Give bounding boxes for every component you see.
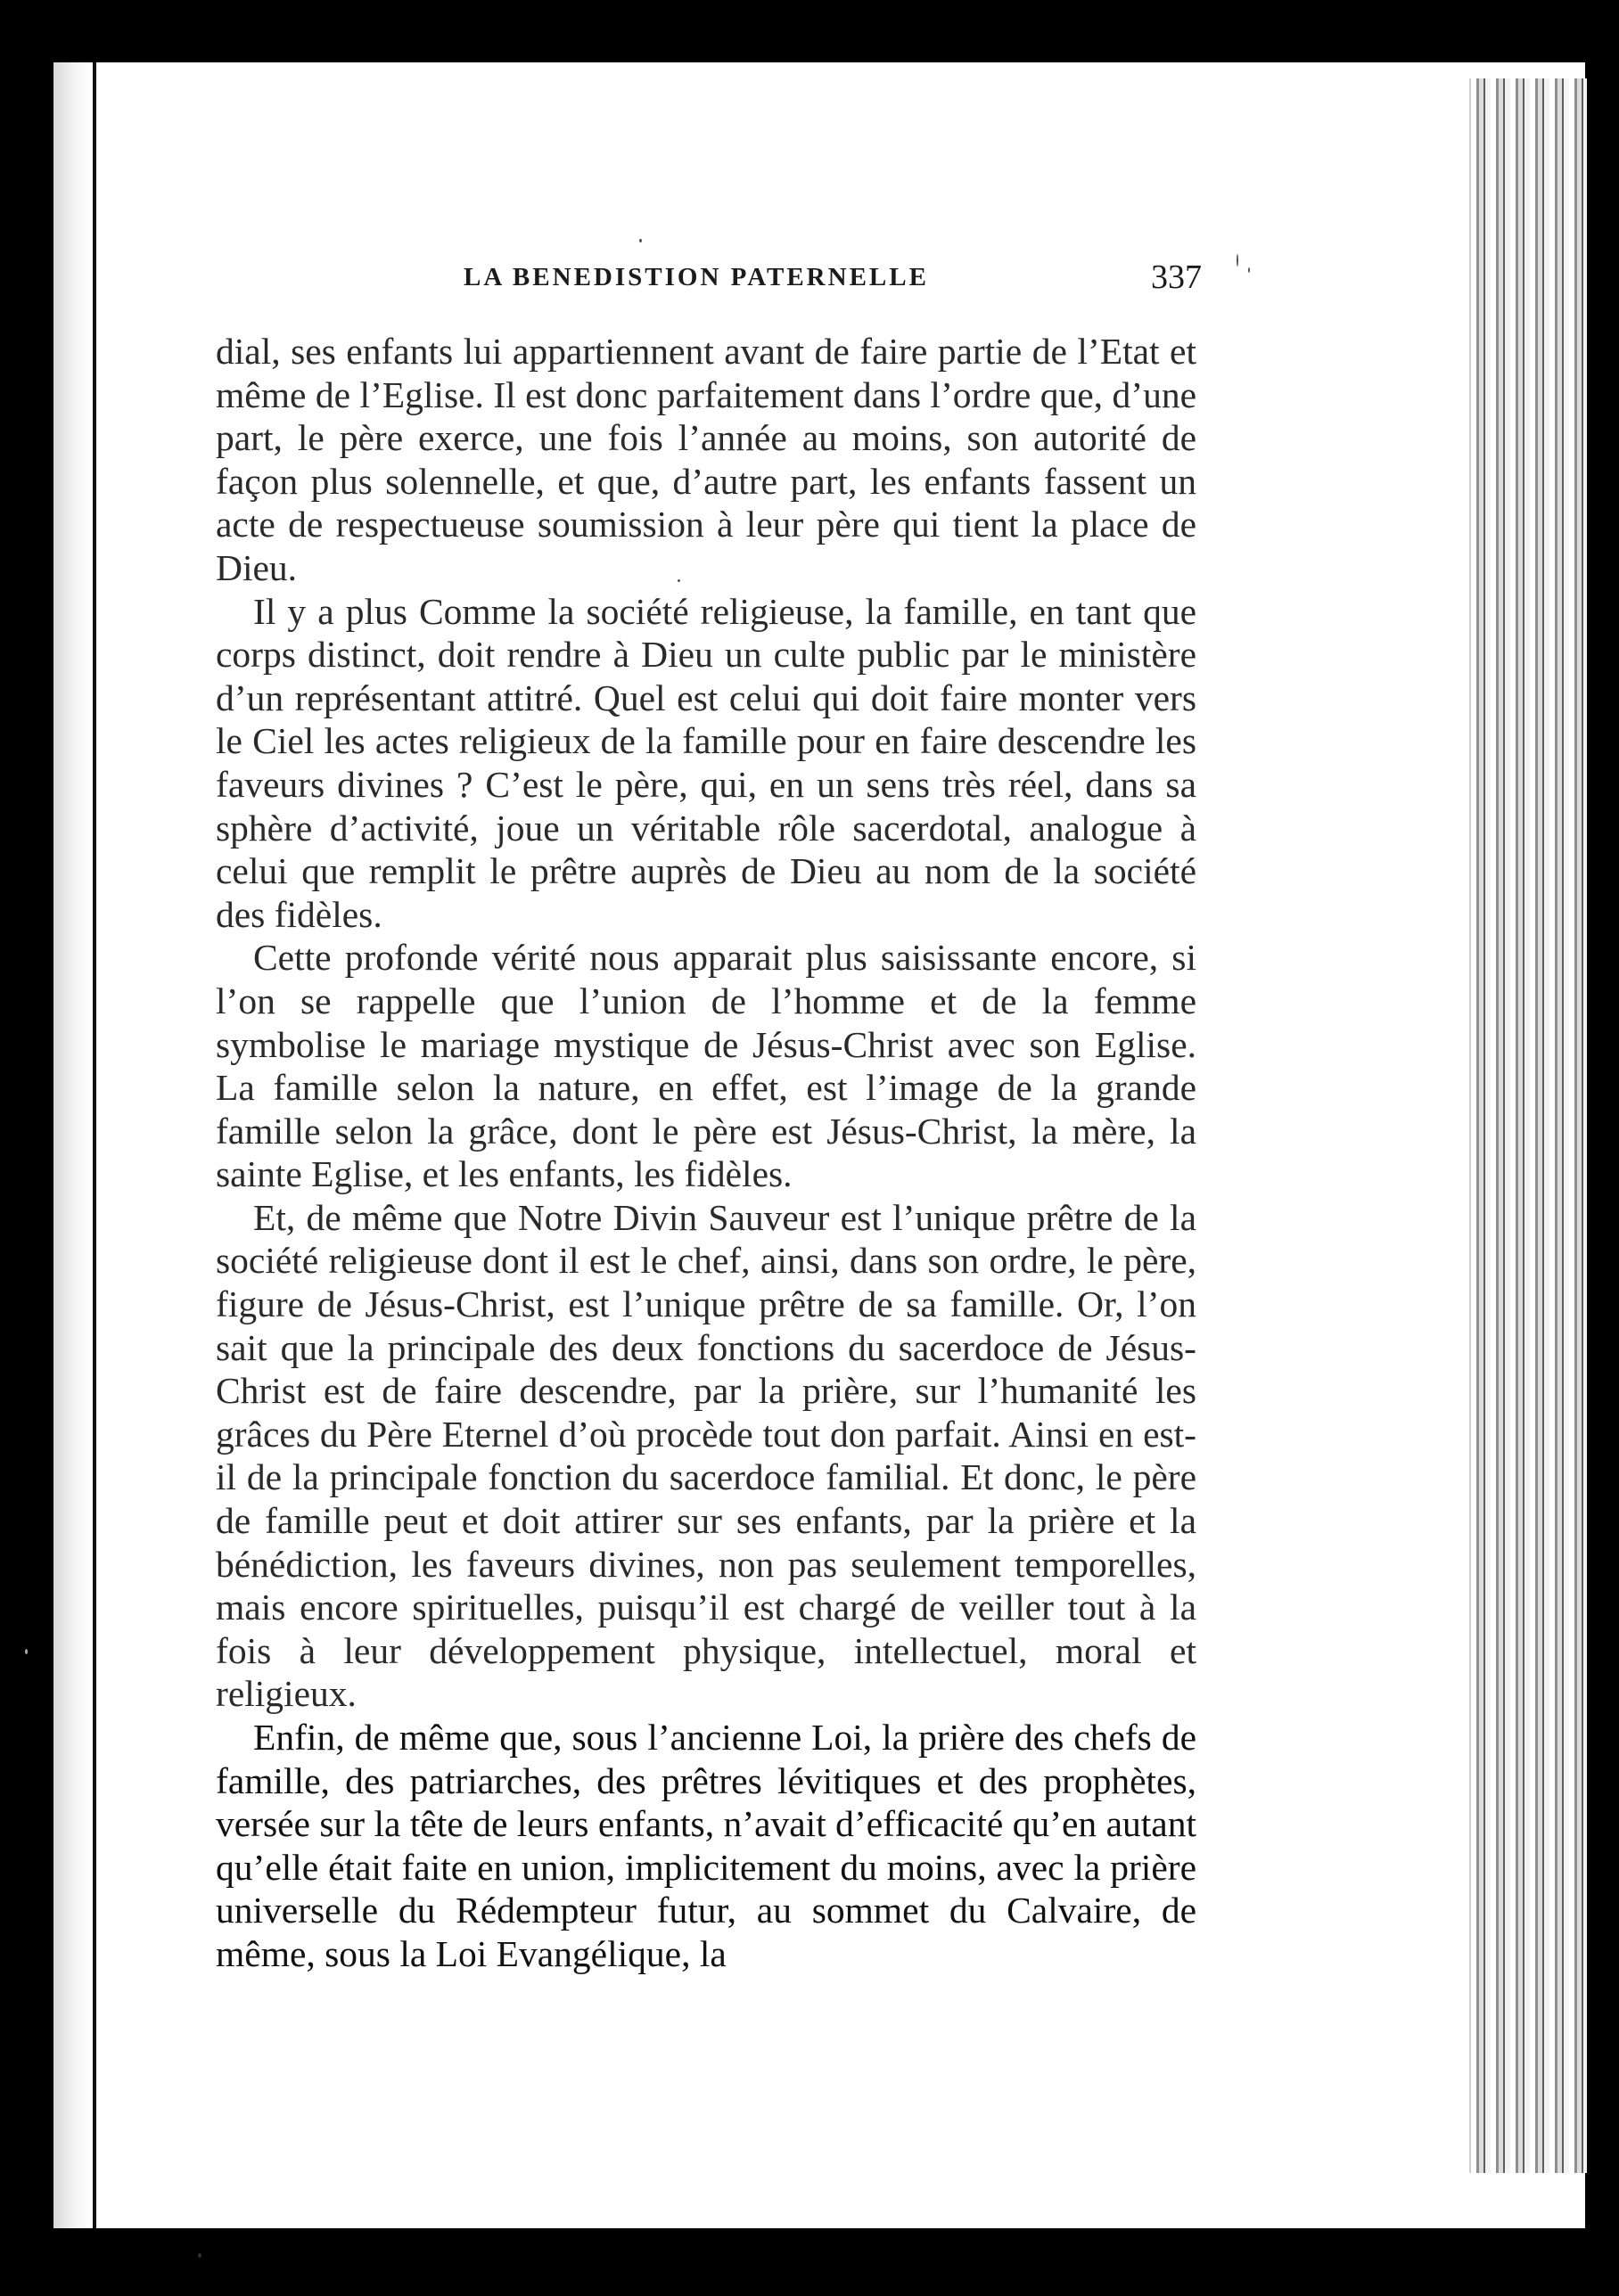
- scanner-border-right: [1585, 0, 1619, 2296]
- paragraph-1: dial, ses enfants lui appartiennent avant de faire partie de l’Etat et même de l’Eglise. Il est donc parfaitement dans l’ordre que, d’une part, le père exerce, une fois l’année au moins, son autorité de façon plus solennelle, et que, d’autre part, les enfants fassent un acte de respectueuse soumission à leur père qui tient la place de Dieu.: [216, 331, 1196, 588]
- scan-speck: [678, 579, 680, 582]
- previous-page-edge: [53, 62, 96, 2228]
- paragraph-3: Cette profonde vérité nous apparait plus saisissante encore, si l’on se rappelle que l’union de l’homme et de la femme symbolise le mariage mystique de Jésus-Christ avec son Eglise. La famille selon la nature, en effet, est l’image de la grande famille selon la grâce, dont le père est Jésus-Christ, la mère, la sainte Eglise, et les enfants, les fidèles.: [216, 937, 1196, 1195]
- paragraph-2: Il y a plus Comme la société religieuse, la famille, en tant que corps distinct, doit rendre à Dieu un culte public par le ministère d’un représentant attitré. Quel est celui qui doit faire monter vers le Ciel les actes religieux de la famille pour en faire descendre les faveurs divines ? C’est le père, qui, en un sens très réel, dans sa sphère d’activité, joue un véritable rôle sacerdotal, analogue à celui que remplit le prêtre auprès de Dieu au nom de la société des fidèles.: [216, 590, 1196, 935]
- scanner-border-left: [0, 0, 53, 2296]
- scan-speck: [639, 239, 642, 242]
- running-head-title: LA BENEDISTION PATERNELLE: [464, 263, 929, 291]
- paragraph-4: Et, de même que Notre Divin Sauveur est l’unique prêtre de la société religieuse dont il est le chef, ainsi, dans son ordre, le père, figure de Jésus-Christ, est l’unique prêtre de sa famille. Or, l’on sait que la principale des deux fonctions du sacerdoce de Jésus-Christ est de faire descendre, par la prière, sur l’humanité les grâces du Père Eternel d’où procède tout don parfait. Ainsi en est-il de la principale fonction du sacerdoce familial. Et donc, le père de famille peut et doit attirer sur ses enfants, par la prière et la bénédiction, les faveurs divines, non pas seulement temporelles, mais encore spirituelles, puisqu’il est chargé de veiller tout à la fois à leur développement physique, intellectuel, moral et religieux.: [216, 1196, 1196, 1715]
- scan-speck: [1248, 267, 1250, 273]
- scanner-border-bottom: [0, 2228, 1619, 2296]
- running-head: [366, 258, 1207, 306]
- scan-speck: [198, 2253, 201, 2258]
- paragraph-5: Enfin, de même que, sous l’ancienne Loi, la prière des chefs de famille, des patriarches, des prêtres lévitiques et des prophètes, versée sur la tête de leurs enfants, n’avait d’efficacité qu’en autant qu’elle était faite en union, implicitement du moins, avec la prière universelle du Rédempteur futur, au sommet du Calvaire, de même, sous la Loi Evangélique, la: [216, 1717, 1196, 1974]
- page-number: 337: [1151, 258, 1202, 296]
- scanner-border-top: [0, 0, 1619, 62]
- scan-speck: [1237, 254, 1238, 266]
- scan-speck: [25, 1649, 28, 1654]
- page-stack-edges: [1469, 78, 1587, 2173]
- body-text: [216, 330, 1196, 1976]
